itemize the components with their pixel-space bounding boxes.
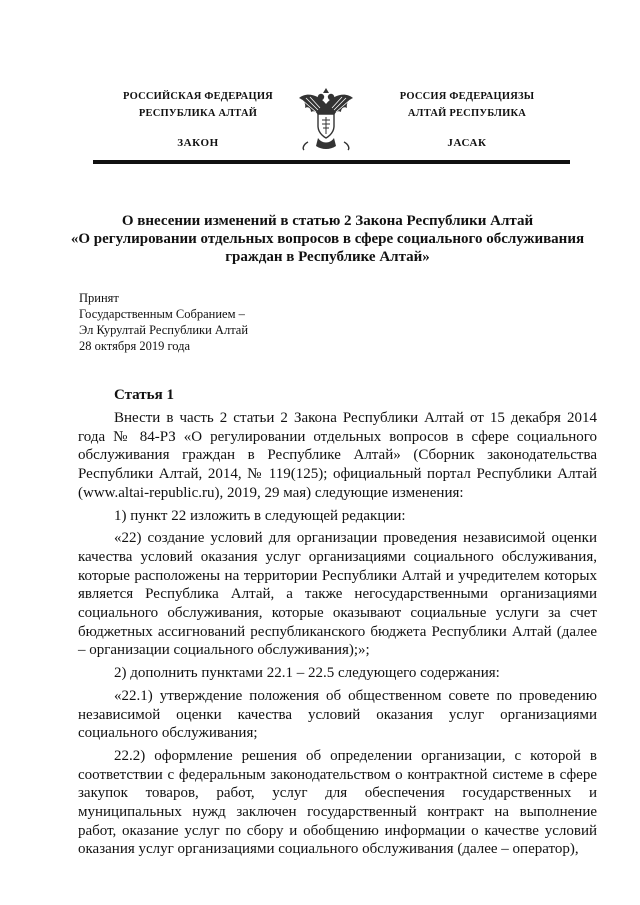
article-heading: Статья 1 <box>114 387 174 403</box>
header-right-law: JАСАК <box>447 137 487 149</box>
paragraph: Внести в часть 2 статьи 2 Закона Республики Алтай от 15 декабря 2014 года № 84-РЗ «О регулировании отдельных вопросов в сфере социального обслуживания граждан в Республике Алтай» (Сборник законодательства Республики Алтай, 2014, № 119(125); официальный портал Республики Алтай (www.altai-republic.ru), 2019, 29 мая) следующие изменения: <box>78 410 597 501</box>
title-line-1: О внесении изменений в статью 2 Закона Республики Алтай <box>121 213 534 229</box>
adoption-date: 28 октября 2019 года <box>79 339 191 353</box>
coat-of-arms-icon <box>296 84 356 152</box>
paragraph: 22.2) оформление решения об определении организации, с которой в соответствии с федеральным законодательством о контрактной системе в сфере закупок товаров, работ, услуг для обеспечения государственных и муниципальных нужд заключен государственный контракт на выполнение работ, оказание услуг по сбору и обобщению информации о качестве условий оказания услуг организациями социального обслуживания (далее – оператор), <box>78 747 597 858</box>
title-line-2: «О регулировании отдельных вопросов в сфере социального обслуживания граждан в Республике Алтай» <box>70 231 585 265</box>
header-left-country: РОССИЙСКАЯ ФЕДЕРАЦИЯ <box>123 91 273 102</box>
header-left-law: ЗАКОН <box>177 137 219 149</box>
paragraph: 2) дополнить пунктами 22.1 – 22.5 следующего содержания: <box>114 665 500 682</box>
header-right <box>372 88 562 152</box>
header-left <box>103 88 293 152</box>
paragraph: «22) создание условий для организации проведения независимой оценки качества условий оказания услуг организациями социального обслуживания, которые расположены на территории Республики Алтай и учредителем которых является Республика Алтай, а также негосударственными организациями социального обслуживания, которые оказывают социальные услуги за счет бюджетных ассигнований республиканского бюджета Республики Алтай (далее – организации социального обслуживания);»; <box>78 530 597 659</box>
adoption-line-1: Принят <box>79 291 119 305</box>
adoption-block <box>79 290 339 354</box>
header-right-country: РОССИЯ ФЕДЕРАЦИЯЗЫ <box>399 91 535 102</box>
adoption-line-3: Эл Курултай Республики Алтай <box>79 323 249 337</box>
document-title <box>60 212 595 266</box>
paragraph: 1) пункт 22 изложить в следующей редакции: <box>114 507 406 524</box>
paragraph: «22.1) утверждение положения об общественном совете по проведению независимой оценки качества условий оказания услуг организациями социального обслуживания; <box>78 687 597 742</box>
header-divider <box>93 160 570 164</box>
adoption-line-2: Государственным Собранием – <box>79 307 245 321</box>
article-body <box>78 409 597 863</box>
header-left-republic: РЕСПУБЛИКА АЛТАЙ <box>138 108 258 119</box>
header-right-republic: АЛТАЙ РЕСПУБЛИКА <box>407 108 527 119</box>
